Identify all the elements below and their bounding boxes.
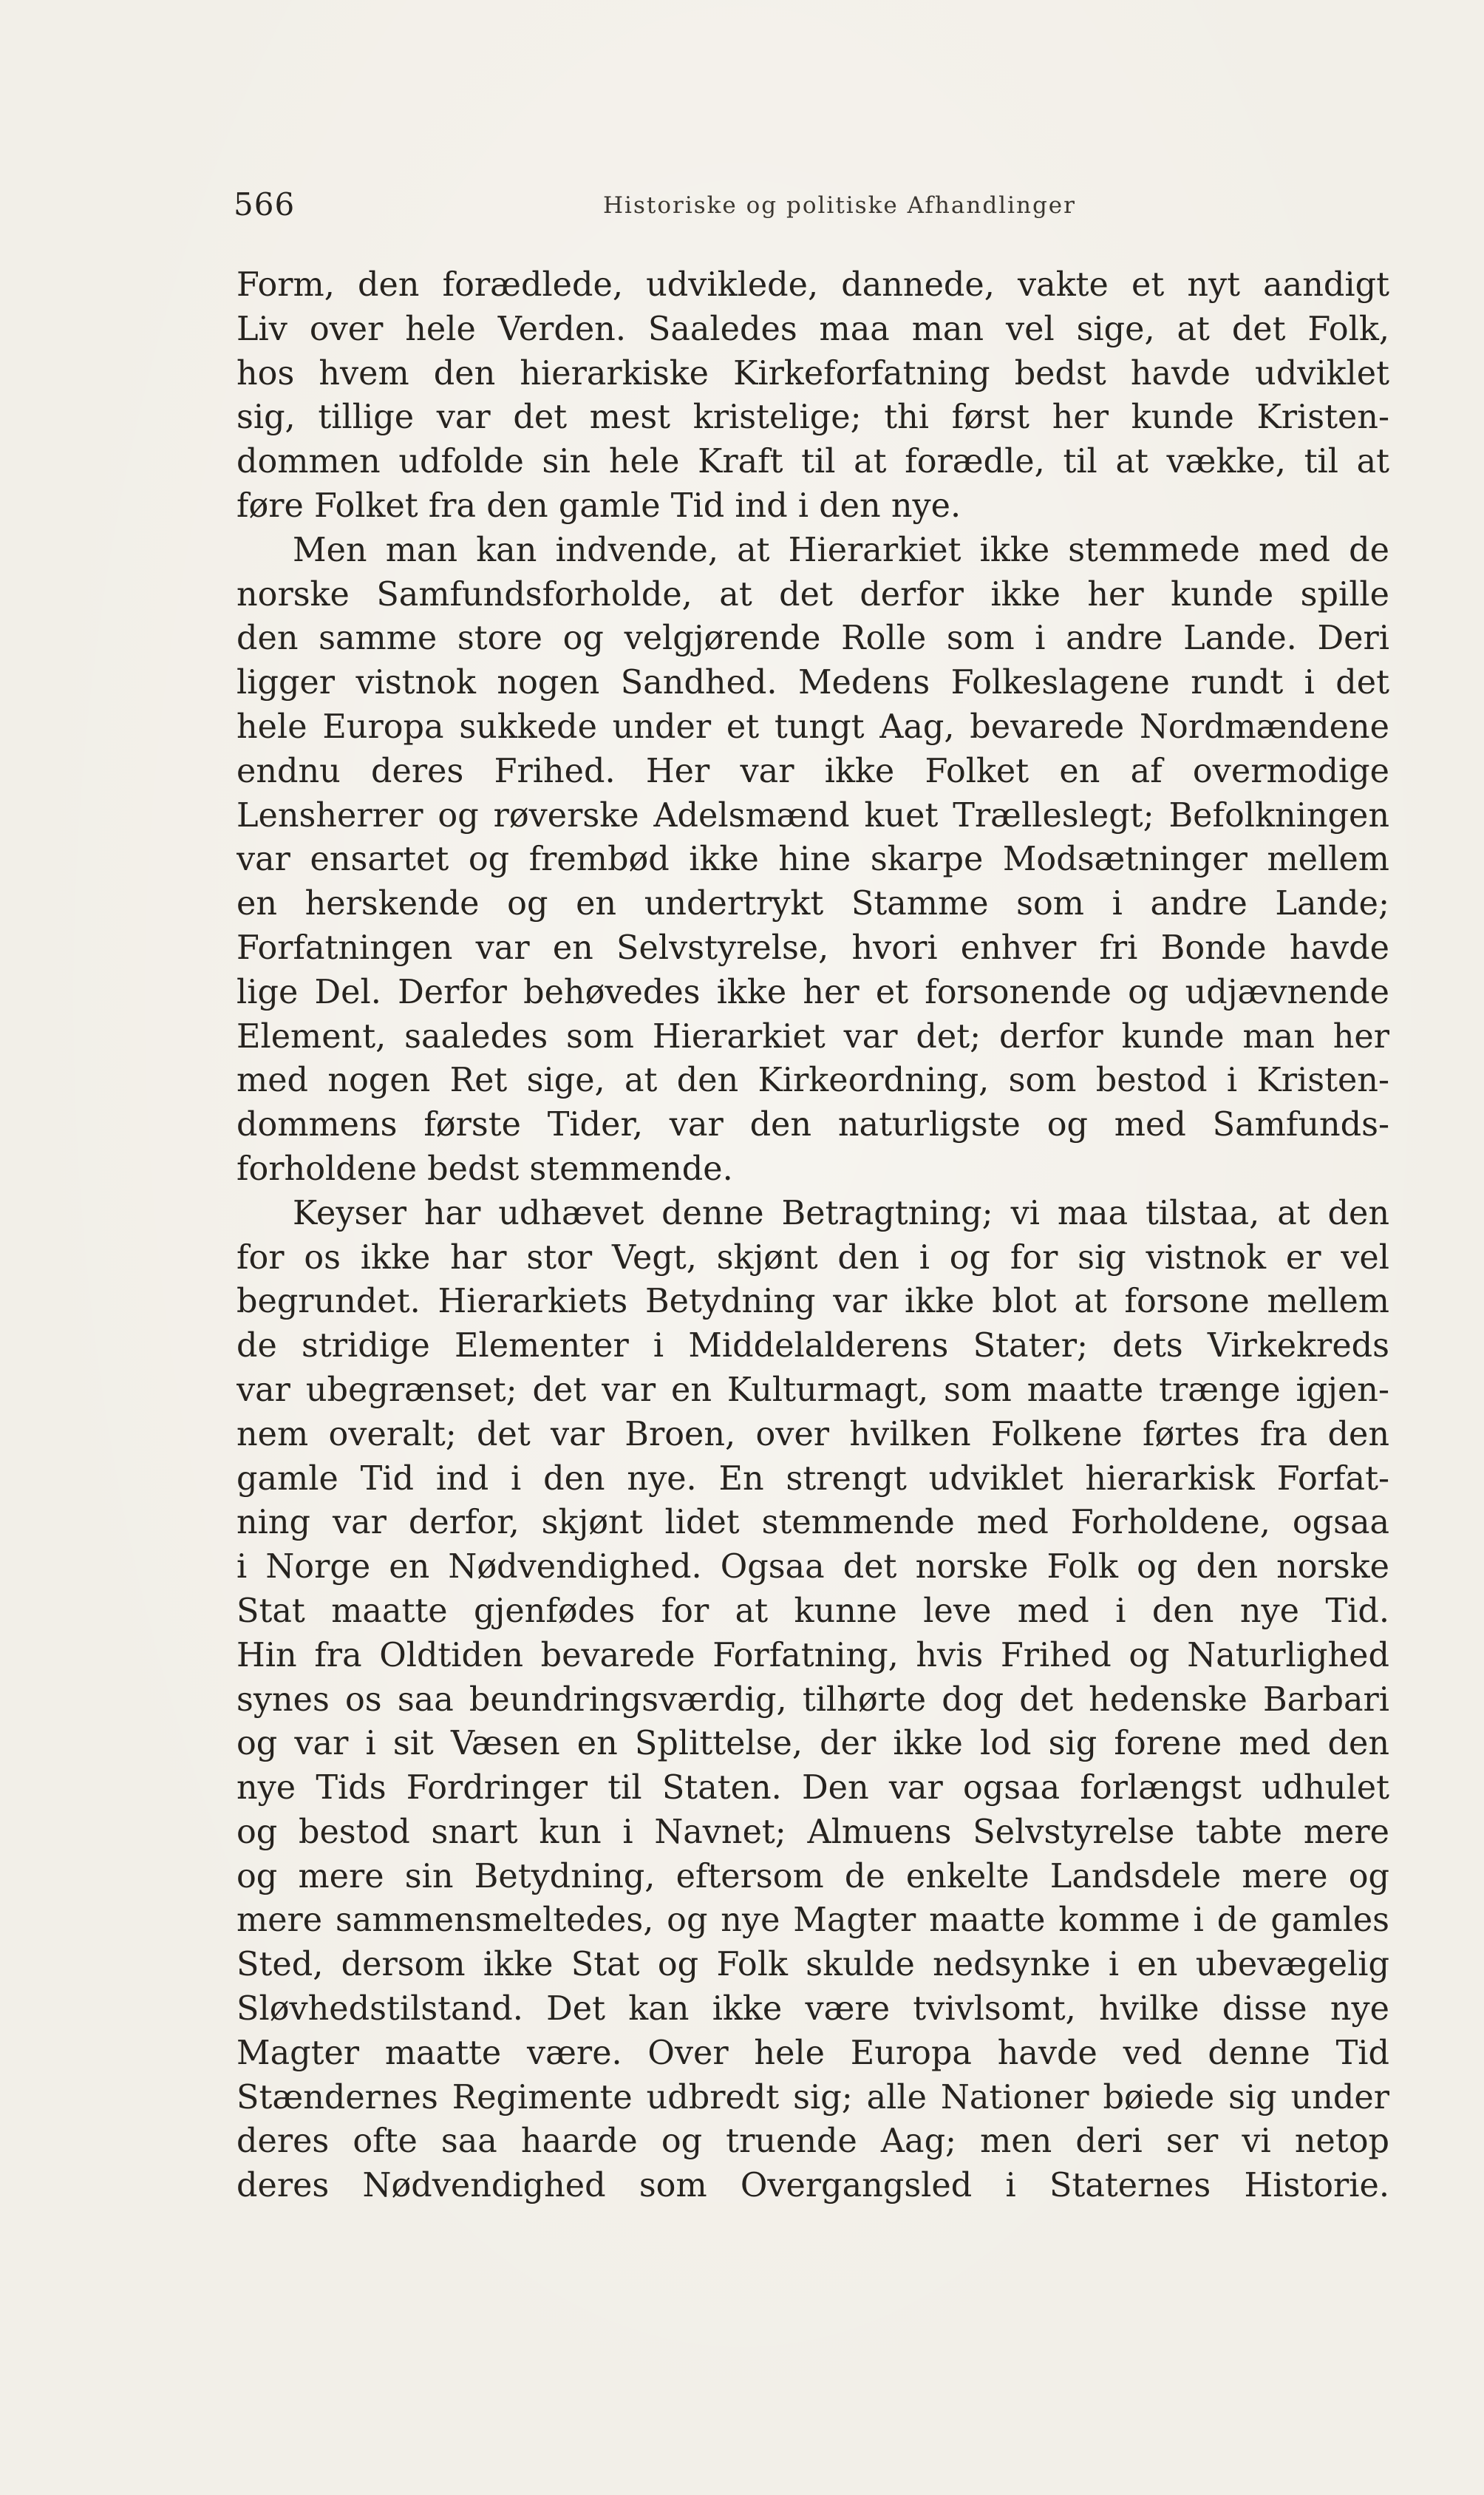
text-line: Sted, dersom ikke Stat og Folk skulde nedsynke i en ubevægelig [236,1946,1389,1984]
text-line: sig, tillige var det mest kristelige; thi først her kunde Kristen- [236,398,1389,437]
text-line: og bestod snart kun i Navnet; Almuens Selvstyrelse tabte mere [236,1813,1389,1851]
running-title: Historiske og politiske Afhandlinger [603,192,1076,219]
text-line: for os ikke har stor Vegt, skjønt den i og for sig vistnok er vel [236,1238,1389,1277]
text-line: Element, saaledes som Hierarkiet var det; derfor kunde man her [236,1017,1389,1056]
text-line: Sløvhedstilstand. Det kan ikke være tvivlsomt, hvilke disse nye [236,1990,1389,2029]
text-line: Lensherrer og røverske Adelsmænd kuet Trælleslegt; Befolkningen [236,796,1389,835]
text-line: Stat maatte gjenfødes for at kunne leve med i den nye Tid. [236,1592,1389,1630]
text-line: deres Nødvendighed som Overgangsled i Staternes Historie. [236,2167,1389,2205]
text-line: dommen udfolde sin hele Kraft til at forædle, til at vække, til at [236,443,1389,481]
text-line: føre Folket fra den gamle Tid ind i den nye. [236,486,961,525]
text-line: Liv over hele Verden. Saaledes maa man vel sige, at det Folk, [236,310,1389,348]
text-line: hos hvem den hierarkiske Kirkeforfatning bedst havde udviklet [236,354,1389,393]
text-line: synes os saa beundringsværdig, tilhørte dog det hedenske Barbari [236,1680,1389,1719]
text-line: gamle Tid ind i den nye. En strengt udviklet hierarkisk Forfat- [236,1459,1389,1498]
text-line: ligger vistnok nogen Sandhed. Medens Folkeslagene rundt i det [236,664,1389,702]
text-line: forholdene bedst stemmende. [236,1150,733,1188]
text-line: endnu deres Frihed. Her var ikke Folket en af overmodige [236,752,1389,790]
text-line: Form, den forædlede, udviklede, dannede, vakte et nyt aandigt [236,266,1389,304]
text-line: nem overalt; det var Broen, over hvilken Folkene førtes fra den [236,1415,1389,1453]
text-line: Magter maatte være. Over hele Europa havde ved denne Tid [236,2034,1389,2072]
text-line: med nogen Ret sige, at den Kirkeordning, som bestod i Kristen- [236,1062,1389,1100]
text-line: deres ofte saa haarde og truende Aag; men deri ser vi netop [236,2122,1389,2161]
text-line: var ensartet og frembød ikke hine skarpe Modsætninger mellem [236,841,1389,879]
text-line: mere sammensmeltedes, og nye Magter maatte komme i de gamles [236,1901,1389,1940]
text-line: var ubegrænset; det var en Kulturmagt, som maatte trænge igjen- [236,1371,1389,1409]
text-line: Men man kan indvende, at Hierarkiet ikke stemmede med de [293,531,1389,569]
text-line: de stridige Elementer i Middelalderens Stater; dets Virkekreds [236,1327,1389,1365]
text-line: Stændernes Regimente udbredt sig; alle Nationer bøiede sig under [236,2078,1389,2116]
page-number: 566 [234,186,296,223]
text-line: Hin fra Oldtiden bevarede Forfatning, hvis Frihed og Naturlighed [236,1636,1389,1674]
text-line: den samme store og velgjørende Rolle som i andre Lande. Deri [236,619,1389,658]
text-line: Keyser har udhævet denne Betragtning; vi maa tilstaa, at den [293,1194,1389,1232]
text-line: Forfatningen var en Selvstyrelse, hvori enhver fri Bonde havde [236,929,1389,967]
text-line: hele Europa sukkede under et tungt Aag, bevarede Nordmændene [236,707,1389,746]
page-header [234,186,1386,231]
text-line: i Norge en Nødvendighed. Ogsaa det norske Folk og den norske [236,1548,1389,1586]
text-line: og var i sit Væsen en Splittelse, der ikke lod sig forene med den [236,1725,1389,1763]
text-line: og mere sin Betydning, eftersom de enkelte Landsdele mere og [236,1857,1389,1895]
text-line: ning var derfor, skjønt lidet stemmende med Forholdene, ogsaa [236,1504,1389,1542]
text-line: en herskende og en undertrykt Stamme som i andre Lande; [236,885,1389,923]
text-line: norske Samfundsforholde, at det derfor ikke her kunde spille [236,575,1389,614]
text-line: dommens første Tider, var den naturligste og med Samfunds- [236,1106,1389,1144]
body-text [236,263,1389,2208]
text-line: lige Del. Derfor behøvedes ikke her et forsonende og udjævnende [236,973,1389,1011]
text-line: nye Tids Fordringer til Staten. Den var ogsaa forlængst udhulet [236,1769,1389,1807]
text-line: begrundet. Hierarkiets Betydning var ikke blot at forsone mellem [236,1283,1389,1321]
